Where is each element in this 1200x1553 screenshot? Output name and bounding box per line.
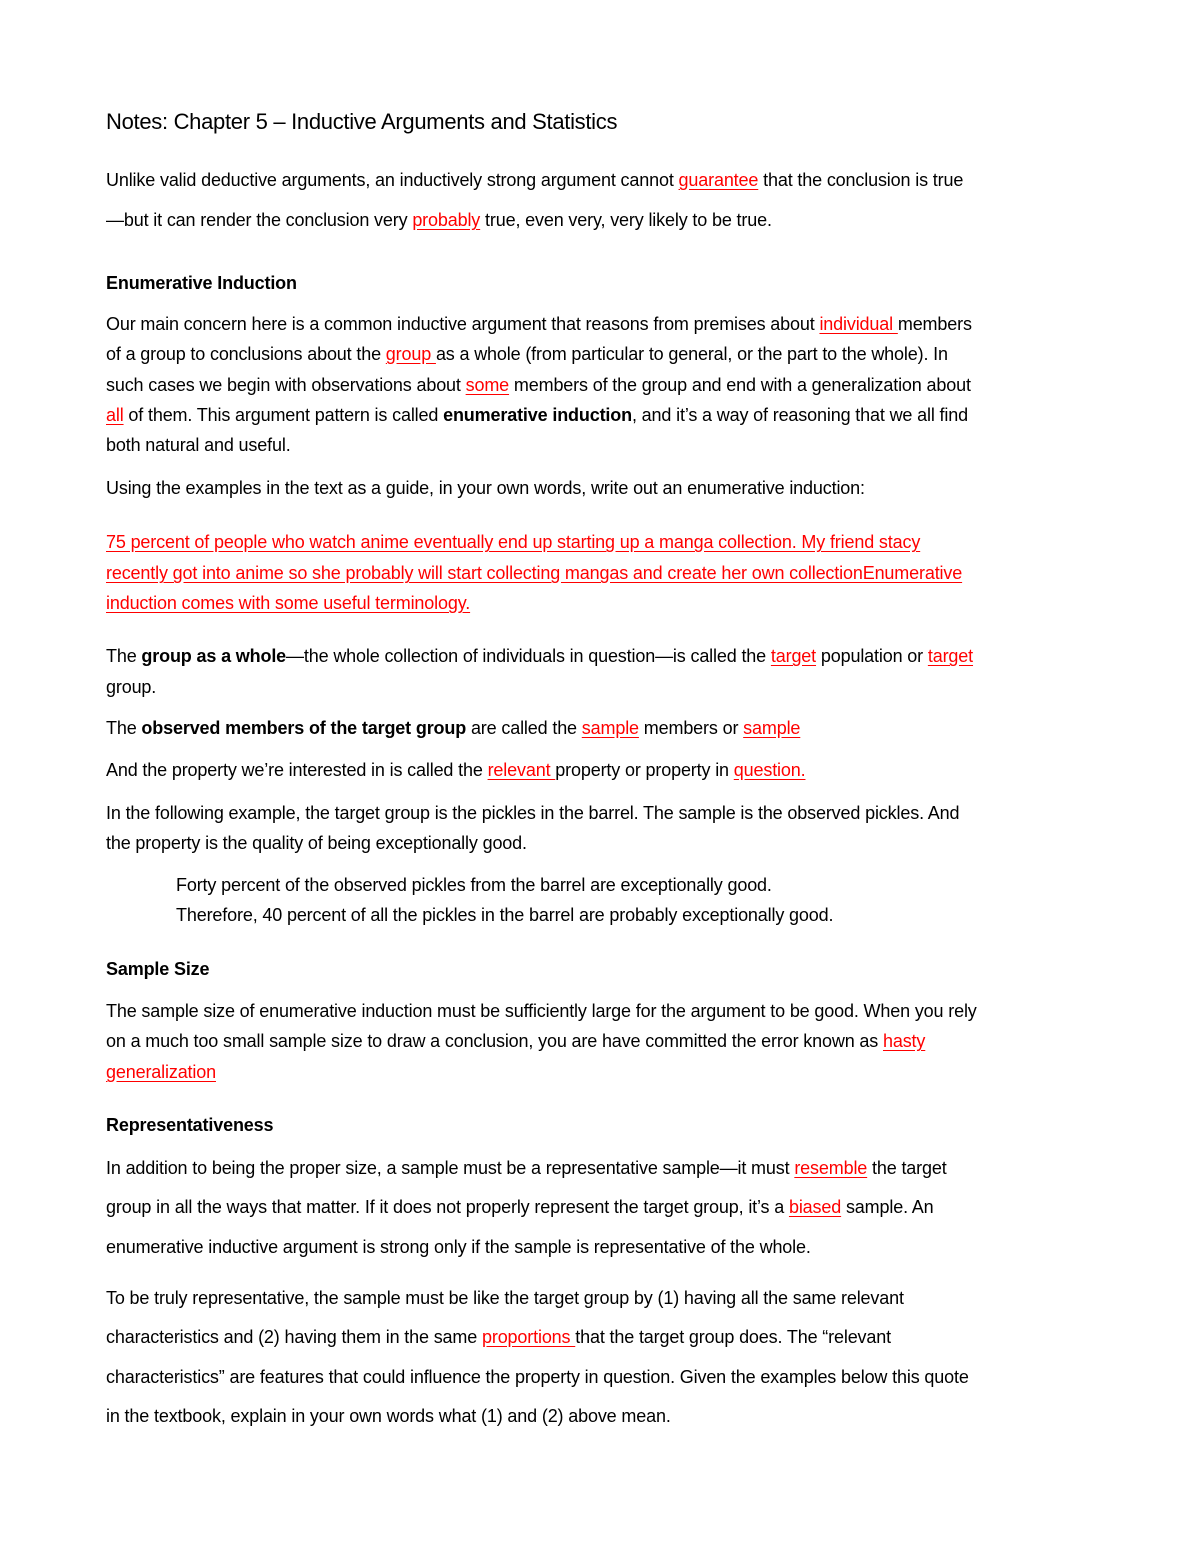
answer-all: all [106,405,124,425]
enum-line-4: all of them. This argument pattern is called enumerative induction, and it’s a way of reasoning that we all find [106,405,968,425]
answer-question: question. [733,760,806,780]
sample-line: The observed members of the target group are called the sample members or sample [106,718,801,738]
answer-some: some [465,375,510,395]
enum-line-3: such cases we begin with observations about some members of the group and end with a generalization about [106,375,971,395]
answer-individual: individual [819,314,898,334]
rep-line-2: group in all the ways that matter. If it does not properly represent the target group, it’s a biased sample. An [106,1197,934,1217]
term-enumerative-induction: enumerative induction [443,405,632,425]
heading-enumerative-induction: Enumerative Induction [106,273,297,293]
answer-target-1: target [770,646,817,666]
example-line-1: In the following example, the target group is the pickles in the barrel. The sample is the observed pickles. And [106,803,960,823]
answer-group: group [385,344,436,364]
answer-hasty: hasty [882,1031,926,1051]
example-line-2: the property is the quality of being exceptionally good. [106,833,527,853]
answer-target-2: target [927,646,974,666]
rep-more-line-3: characteristics” are features that could influence the property in question. Given the examples below this quote [106,1367,969,1387]
rep-line-3: enumerative inductive argument is strong only if the sample is representative of the whole. [106,1237,811,1257]
answer-resemble: resemble [794,1158,868,1178]
pickle-premise: Forty percent of the observed pickles from the barrel are exceptionally good. [176,875,772,895]
student-answer-line-2: recently got into anime so she probably will start collecting mangas and create her own collectionEnumerative [106,563,963,583]
size-line-1: The sample size of enumerative induction must be sufficiently large for the argument to be good. When you rely [106,1001,977,1021]
property-line: And the property we’re interested in is called the relevant property or property in question. [106,760,806,780]
exercise-prompt: Using the examples in the text as a guide, in your own words, write out an enumerative induction: [106,478,865,498]
pickle-conclusion: Therefore, 40 percent of all the pickles in the barrel are probably exceptionally good. [176,905,834,925]
student-answer-line-1: 75 percent of people who watch anime eventually end up starting up a manga collection. My friend stacy [106,532,921,552]
rep-line-1: In addition to being the proper size, a sample must be a representative sample—it must resemble the target [106,1158,947,1178]
target-line-1: The group as a whole—the whole collection of individuals in question—is called the target population or target [106,646,974,666]
answer-sample-2: sample [743,718,801,738]
answer-guarantee: guarantee [678,170,759,190]
student-answer-line-3: induction comes with some useful terminology. [106,593,471,613]
enum-line-1: Our main concern here is a common inductive argument that reasons from premises about individual members [106,314,972,334]
answer-proportions: proportions [481,1327,576,1347]
rep-more-line-2: characteristics and (2) having them in the same proportions that the target group does. The “relevant [106,1327,891,1347]
term-observed-members: observed members of the target group [141,718,467,738]
target-line-2: group. [106,677,157,697]
size-line-3 [106,1060,216,1084]
answer-biased: biased [788,1197,842,1217]
term-group-as-whole: group as a whole [141,646,287,666]
size-line-2: on a much too small sample size to draw a conclusion, you are have committed the error known as hasty [106,1031,926,1051]
heading-sample-size: Sample Size [106,959,210,979]
heading-representativeness: Representativeness [106,1115,274,1135]
intro-line-2: —but it can render the conclusion very probably true, even very, very likely to be true. [106,210,772,230]
rep-more-line-4: in the textbook, explain in your own words what (1) and (2) above mean. [106,1406,671,1426]
answer-probably: probably [412,210,481,230]
enum-line-5: both natural and useful. [106,435,291,455]
rep-more-line-1: To be truly representative, the sample must be like the target group by (1) having all the same relevant [106,1288,904,1308]
page-title: Notes: Chapter 5 – Inductive Arguments and Statistics [106,109,618,134]
intro-line-1: Unlike valid deductive arguments, an inductively strong argument cannot guarantee that the conclusion is true [106,170,964,190]
enum-line-2: of a group to conclusions about the group as a whole (from particular to general, or the part to the whole). In [106,344,948,364]
answer-sample-1: sample [581,718,639,738]
answer-generalization: generalization [106,1062,216,1082]
answer-relevant: relevant [487,760,556,780]
